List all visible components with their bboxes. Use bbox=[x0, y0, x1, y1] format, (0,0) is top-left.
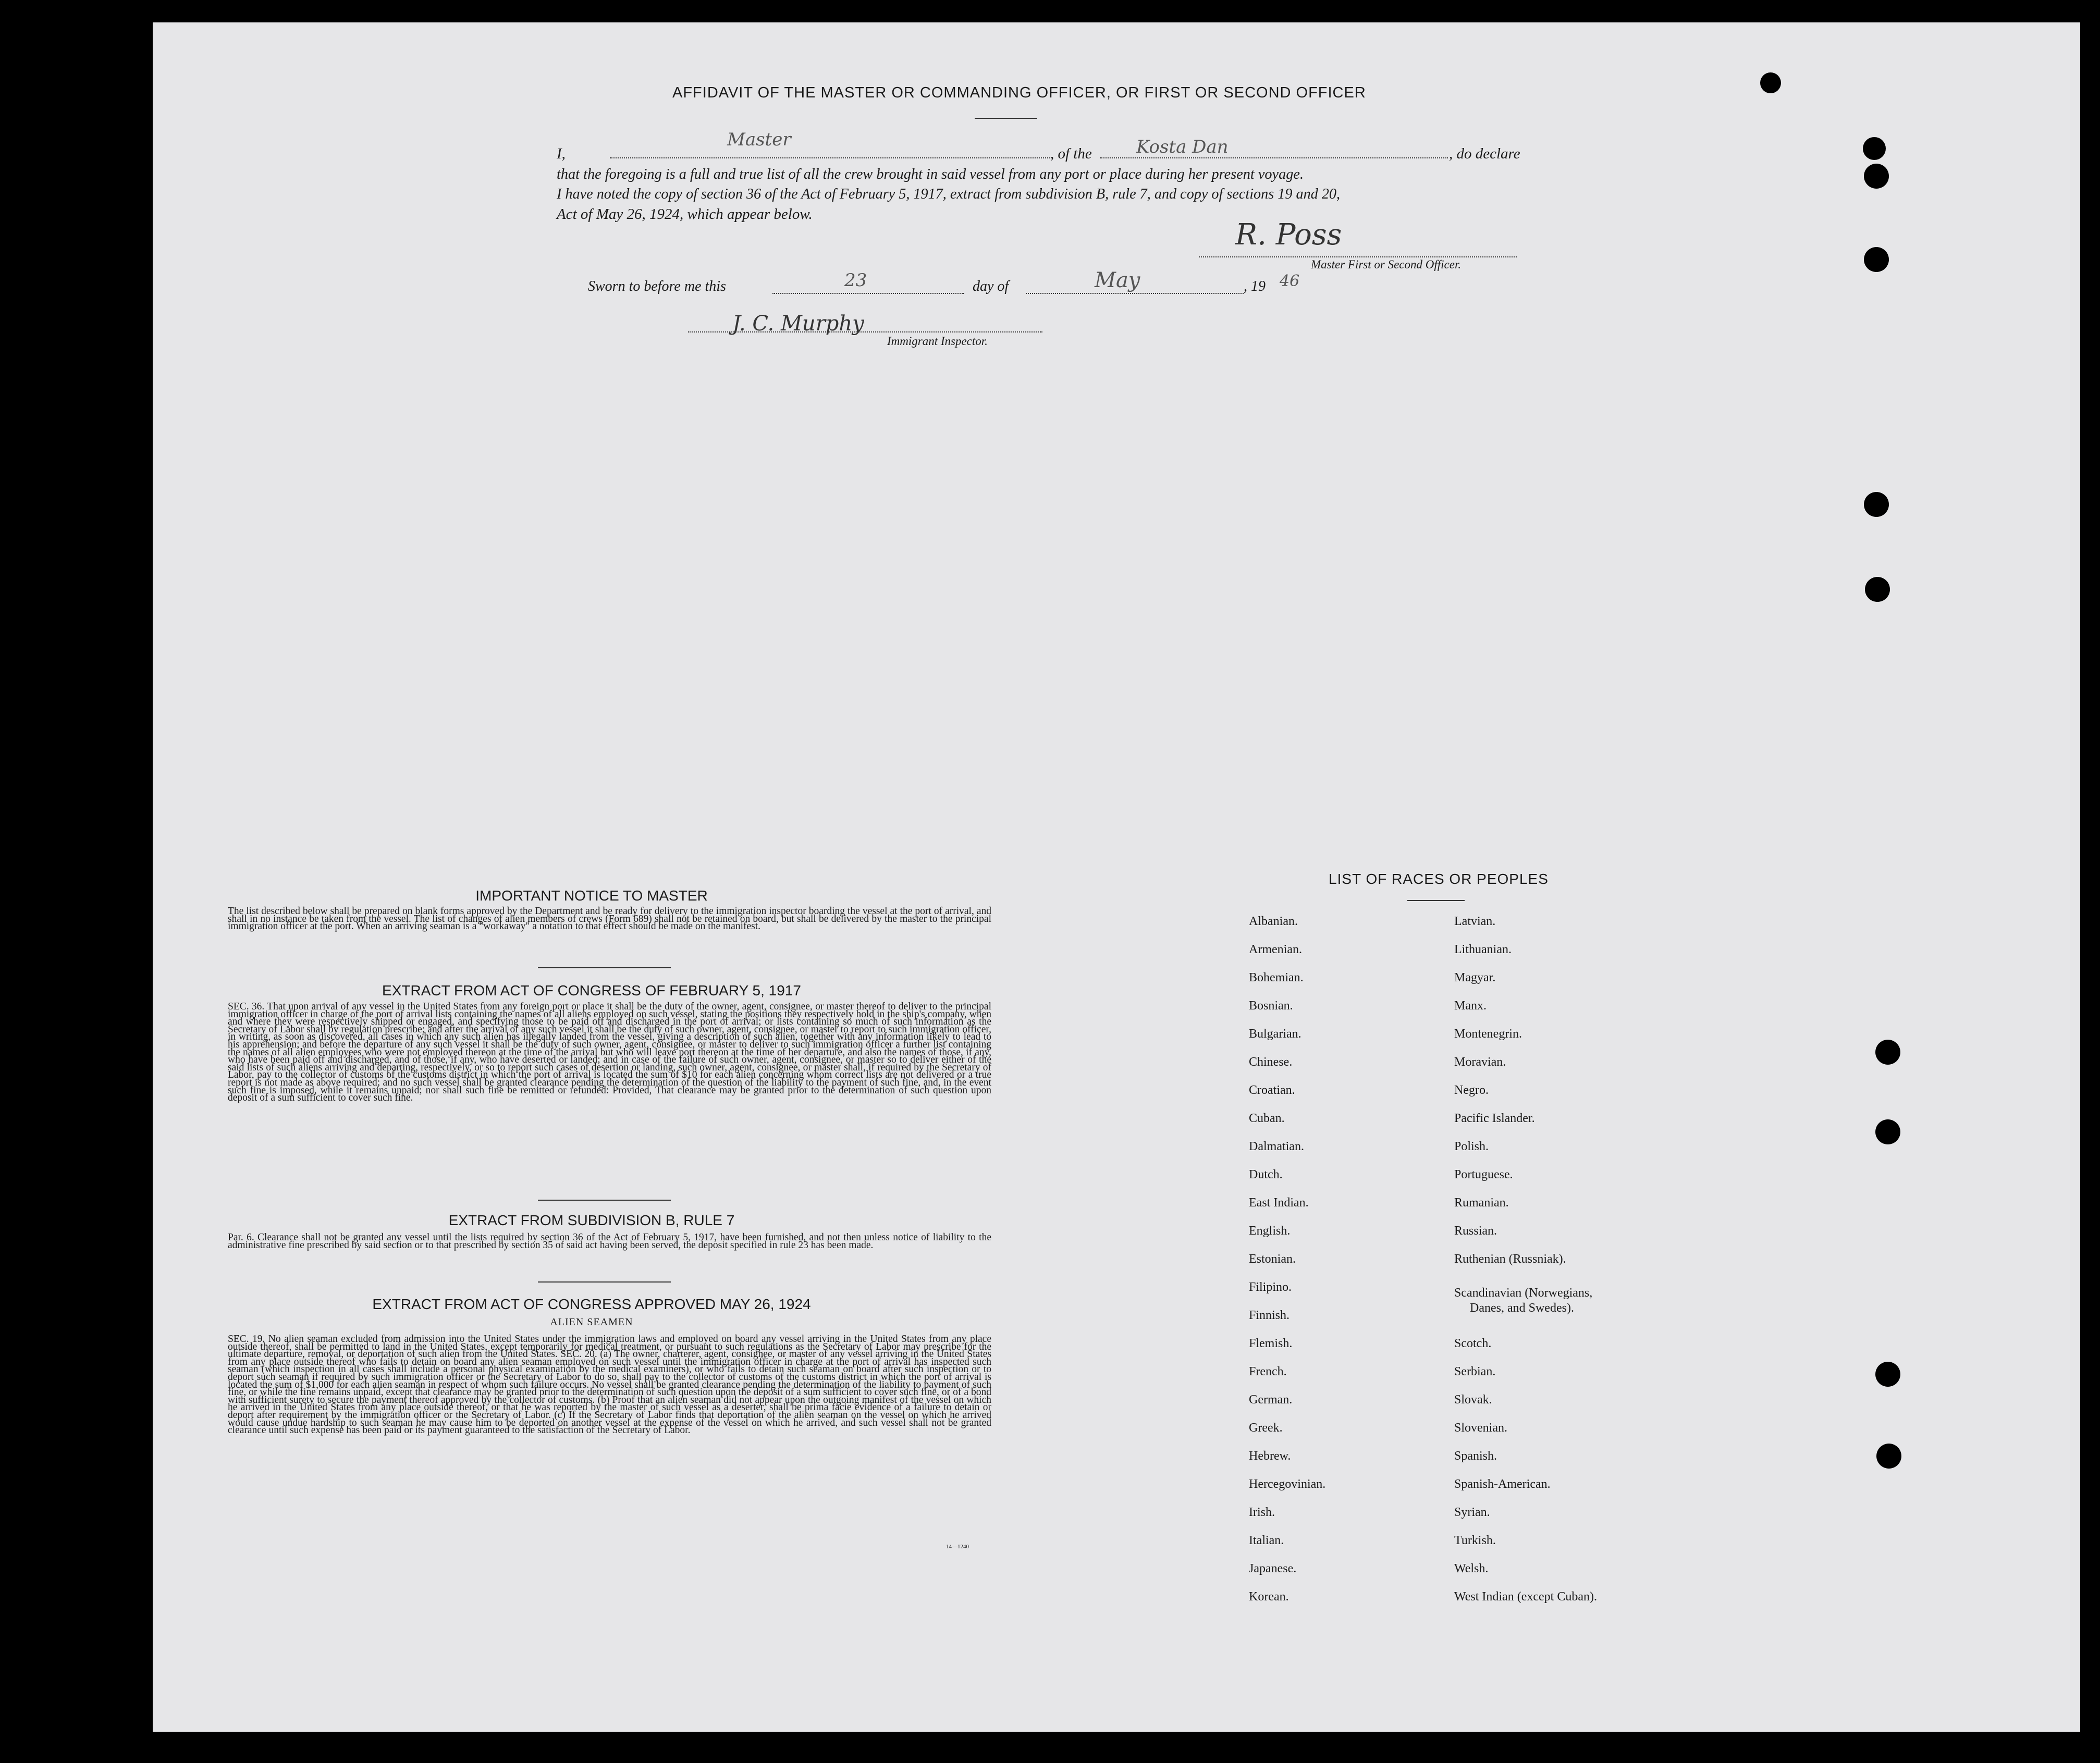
notice-text: The list described below shall be prepared on blank forms approved by the Department and be ready for delivery to the immigration inspector boarding the vessel at the port of arrival, and shall in no instance be taken from the vessel. The list of changes of alien members of crews (Form 689) shall not be retained on board, but shall be delivered by the master to the principal immigration officer at the port. When an arriving seaman is a "workaway" a notation to that effect should be made on the manifest. bbox=[228, 906, 991, 932]
punch-hole bbox=[1876, 1444, 1901, 1469]
race-item: Finnish. bbox=[1249, 1309, 1290, 1322]
race-item: Welsh. bbox=[1454, 1562, 1489, 1575]
race-item: Russian. bbox=[1454, 1224, 1497, 1238]
master-signature: R. Poss bbox=[1235, 218, 1342, 252]
race-item: Albanian. bbox=[1249, 915, 1298, 928]
signature-caption: Master First or Second Officer. bbox=[1311, 258, 1462, 271]
race-item: Bulgarian. bbox=[1249, 1027, 1301, 1041]
race-item: Manx. bbox=[1454, 999, 1487, 1013]
race-item: Rumanian. bbox=[1454, 1196, 1509, 1210]
form-number: 14—1240 bbox=[946, 1544, 969, 1550]
handwritten-year: 46 bbox=[1280, 272, 1300, 290]
race-item: West Indian (except Cuban). bbox=[1454, 1590, 1597, 1604]
race-item: Estonian. bbox=[1249, 1252, 1296, 1266]
affidavit-line1-mid: , of the bbox=[1050, 145, 1092, 162]
race-item: Croatian. bbox=[1249, 1083, 1295, 1097]
race-item: Bosnian. bbox=[1249, 999, 1293, 1013]
race-item: Turkish. bbox=[1454, 1534, 1496, 1547]
race-item: Negro. bbox=[1454, 1083, 1489, 1097]
race-item: Irish. bbox=[1249, 1506, 1275, 1519]
race-item: Hercegovinian. bbox=[1249, 1477, 1326, 1491]
race-item: Danes, and Swedes). bbox=[1470, 1301, 1574, 1315]
race-item: Slovenian. bbox=[1454, 1421, 1507, 1435]
extract-1917-text: SEC. 36. That upon arrival of any vessel in the United States from any foreign port or place it shall be the duty of the owner, agent, consignee, or master thereof to deliver to the principal immigration officer in charge of the port of arrival lists containing the names of all aliens employed on such vessel, stating the positions they respectively hold in the ship's company, when and where they were respectively shipped or engaged, and specifying those to be paid off and discharged in the port of arrival; or lists containing so much of such information as the Secretary of Labor shall by regulation prescribe; and after the arrival of any such vessel it shall be the duty of such owner, agent, consignee, or master to report to such immigration officer, in writing, as soon as discovered, all cases in which any such alien has illegally landed from the vessel, giving a description of such alien, together with any information likely to lead to his apprehension; and before the departure of any such vessel it shall be the duty of such owner, agent, consignee, or master to deliver to such immigration officer a further list containing the names of all alien employees who were not employed thereon at the time of the arrival but who will leave port thereon at the time of her departure, and also the names of those, if any, who have been paid off and discharged, and of those, if any, who have deserted or landed; and in case of the failure of such owner, agent, consignee, or master so to deliver either of the said lists of such aliens arriving and departing, respectively, or so to report such cases of desertion or landing, such owner, agent, consignee, or master shall, if required by the Secretary of Labor, pay to the collector of customs of the customs district in which the port of arrival is located the sum of $10 for each alien concerning whom correct lists are not delivered or a true report is not made as above required; and no such vessel shall be granted clearance pending the determination of the question of the liability to the payment of such fine, and, in the event such fine is imposed, while it remains unpaid; nor shall such fine be remitted or refunded: Provided, That clearance may be granted prior to the determination of such question upon deposit of a sum sufficient to cover such fine. bbox=[228, 1001, 991, 1104]
handwritten-name: Master bbox=[727, 129, 791, 150]
race-item: Syrian. bbox=[1454, 1506, 1490, 1519]
signature-line bbox=[1199, 244, 1517, 257]
handwritten-vessel: Kosta Dan bbox=[1136, 137, 1229, 157]
inspector-line bbox=[688, 319, 1042, 332]
punch-hole bbox=[1864, 164, 1889, 189]
race-item: Japanese. bbox=[1249, 1562, 1297, 1575]
race-item: Scandinavian (Norwegians, bbox=[1454, 1286, 1593, 1300]
day-blank bbox=[772, 277, 964, 294]
sworn-year-prefix: , 19 bbox=[1244, 278, 1266, 294]
race-item: Slovak. bbox=[1454, 1393, 1492, 1407]
race-item: Lithuanian. bbox=[1454, 943, 1512, 956]
divider bbox=[538, 967, 671, 968]
divider bbox=[538, 1200, 671, 1201]
name-blank bbox=[610, 142, 1050, 158]
affidavit-line1-suffix: , do declare bbox=[1449, 145, 1520, 162]
race-item: Korean. bbox=[1249, 1590, 1289, 1604]
affidavit-line4: Act of May 26, 1924, which appear below. bbox=[557, 206, 813, 223]
punch-hole bbox=[1864, 247, 1889, 272]
race-item: Spanish-American. bbox=[1454, 1477, 1551, 1491]
inspector-caption: Immigrant Inspector. bbox=[887, 335, 988, 348]
race-item: Italian. bbox=[1249, 1534, 1284, 1547]
extract-1917-title: EXTRACT FROM ACT OF CONGRESS OF FEBRUARY 5, 1917 bbox=[382, 982, 801, 998]
race-item: German. bbox=[1249, 1393, 1293, 1407]
race-item: Moravian. bbox=[1454, 1055, 1506, 1069]
sworn-day-of: day of bbox=[973, 278, 1009, 294]
affidavit-line2: that the foregoing is a full and true list of all the crew brought in said vessel from any port or place during her present voyage. bbox=[557, 166, 1304, 182]
race-item: Filipino. bbox=[1249, 1280, 1292, 1294]
race-item: Ruthenian (Russniak). bbox=[1454, 1252, 1566, 1266]
divider bbox=[975, 118, 1037, 119]
divider bbox=[1407, 900, 1465, 901]
sworn-prefix: Sworn to before me this bbox=[588, 278, 726, 294]
race-item: English. bbox=[1249, 1224, 1291, 1238]
race-item: Latvian. bbox=[1454, 915, 1496, 928]
race-item: Spanish. bbox=[1454, 1449, 1497, 1463]
extract-1924-subtitle: ALIEN SEAMEN bbox=[550, 1316, 633, 1328]
race-item: Chinese. bbox=[1249, 1055, 1293, 1069]
handwritten-month: May bbox=[1095, 268, 1140, 292]
race-item: French. bbox=[1249, 1365, 1287, 1378]
race-item: Pacific Islander. bbox=[1454, 1112, 1535, 1125]
affidavit-line1-prefix: I, bbox=[557, 145, 566, 162]
race-item: Scotch. bbox=[1454, 1337, 1492, 1350]
extract-rule7-title: EXTRACT FROM SUBDIVISION B, RULE 7 bbox=[448, 1212, 735, 1228]
race-item: East Indian. bbox=[1249, 1196, 1309, 1210]
race-item: Bohemian. bbox=[1249, 971, 1304, 984]
handwritten-day: 23 bbox=[844, 270, 867, 291]
race-item: Serbian. bbox=[1454, 1365, 1496, 1378]
punch-hole bbox=[1863, 137, 1886, 160]
race-item: Dutch. bbox=[1249, 1168, 1283, 1181]
race-item: Dalmatian. bbox=[1249, 1140, 1304, 1153]
race-item: Cuban. bbox=[1249, 1112, 1285, 1125]
notice-title: IMPORTANT NOTICE TO MASTER bbox=[475, 887, 708, 904]
punch-hole bbox=[1760, 72, 1781, 93]
extract-1924-text: SEC. 19. No alien seaman excluded from admission into the United States under the immigration laws and employed on board any vessel arriving in the United States from any place outside thereof, shall be permitted to land in the United States, except temporarily for medical treatment, or pursuant to such regulations as the Secretary of Labor may prescribe for the ultimate departure, removal, or deportation of such alien from the United States. SEC. 20. (a) The owner, charterer, agent, consignee, or master of any vessel arriving in the United States from any place outside thereof who fails to detain on board any alien seaman employed on such vessel until the immigration officer in charge at the port of arrival has inspected such seaman (which inspection in all cases shall include a personal physical examination by the medical examiners), or who fails to detain such seaman on board after such inspection or to deport such seaman if required by such immigration officer or the Secretary of Labor to do so, shall pay to the collector of customs of the customs district in which the port of arrival is located the sum of $1,000 for each alien seaman in respect of whom such failure occurs. No vessel shall be granted clearance pending the determination of the liability to payment of such fine, or while the fine remains unpaid, except that clearance may be granted prior to the determination of such question upon the deposit of a sum sufficient to cover such fine, or of a bond with sufficient surety to secure the payment thereof approved by the collector of customs. (b) Proof that an alien seaman did not appear upon the outgoing manifest of the vessel on which he arrived in the United States from any place outside thereof, or that he was reported by the master of such vessel as a deserter, shall be prima facie evidence of a failure to detain or deport after requirement by the immigration officer or the Secretary of Labor. (c) If the Secretary of Labor finds that deportation of the alien seaman on the vessel on which he arrived would cause undue hardship to such seaman he may cause him to be deported on another vessel at the expense of the vessel on which he arrived, and such vessel shall not be granted clearance until such expense has been paid or its payment guaranteed to the satisfaction of the Secretary of Labor. bbox=[228, 1334, 991, 1436]
races-title: LIST OF RACES OR PEOPLES bbox=[1329, 871, 1549, 887]
race-item: Greek. bbox=[1249, 1421, 1283, 1435]
race-item: Portuguese. bbox=[1454, 1168, 1513, 1181]
divider bbox=[538, 1281, 671, 1283]
race-item: Hebrew. bbox=[1249, 1449, 1291, 1463]
punch-hole bbox=[1864, 492, 1889, 517]
affidavit-title: AFFIDAVIT OF THE MASTER OR COMMANDING OFFICER, OR FIRST OR SECOND OFFICER bbox=[672, 84, 1366, 101]
punch-hole bbox=[1875, 1119, 1900, 1144]
punch-hole bbox=[1875, 1040, 1900, 1065]
extract-rule7-text: Par. 6. Clearance shall not be granted any vessel until the lists required by section 36 of the Act of February 5, 1917, have been furnished, and not then unless notice of liability to the administrative fine prescribed by said section or to that prescribed by section 35 of said act having been served, the deposit specified in rule 23 has been made. bbox=[228, 1232, 991, 1251]
race-item: Polish. bbox=[1454, 1140, 1489, 1153]
extract-1924-title: EXTRACT FROM ACT OF CONGRESS APPROVED MAY 26, 1924 bbox=[372, 1296, 811, 1312]
race-item: Armenian. bbox=[1249, 943, 1302, 956]
race-item: Montenegrin. bbox=[1454, 1027, 1522, 1041]
race-item: Flemish. bbox=[1249, 1337, 1293, 1350]
punch-hole bbox=[1865, 577, 1890, 602]
race-item: Magyar. bbox=[1454, 971, 1496, 984]
inspector-signature: J. C. Murphy bbox=[732, 312, 864, 336]
punch-hole bbox=[1875, 1362, 1900, 1387]
affidavit-line3: I have noted the copy of section 36 of the Act of February 5, 1917, extract from subdivision B, rule 7, and copy of sections 19 and 20, bbox=[557, 186, 1341, 202]
